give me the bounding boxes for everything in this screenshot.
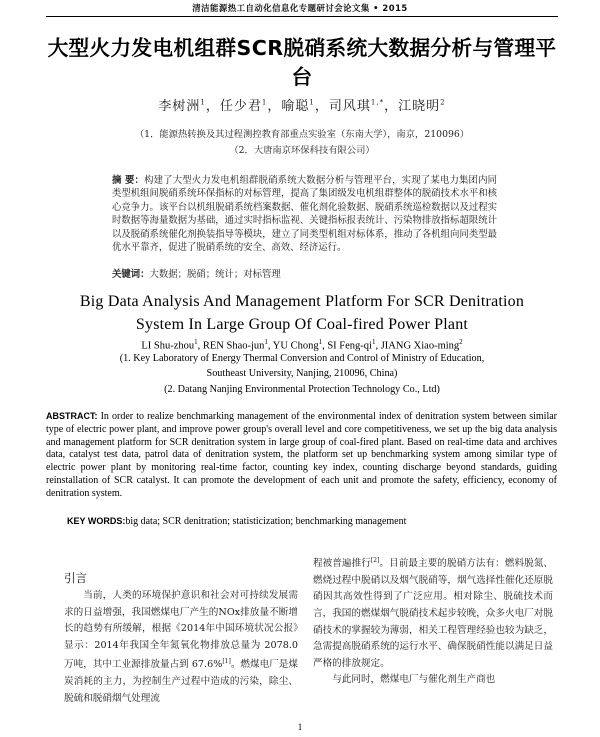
author-2-cn: 任少君 bbox=[219, 99, 262, 114]
section-heading-intro: 引言 bbox=[64, 571, 87, 585]
affiliation-cn-2: （2．大唐南京环保科技有限公司） bbox=[229, 145, 375, 156]
author-5-en-affil: 2 bbox=[459, 338, 463, 346]
body-column-left bbox=[64, 588, 298, 707]
author-4-en: SI Feng-qi bbox=[327, 340, 372, 352]
authors-cn bbox=[46, 95, 558, 114]
paper-title-en bbox=[46, 290, 558, 336]
paper-title-en-line-1: Big Data Analysis And Management Platform For SCR Denitration bbox=[79, 293, 525, 310]
author-2-en: REN Shao-jun bbox=[202, 340, 265, 352]
author-2-en-affil: 1 bbox=[264, 338, 268, 346]
author-sep: ， bbox=[267, 99, 282, 114]
body-paragraph bbox=[64, 588, 298, 707]
body-text: 当前，人类的环境保护意识和社会对可持续发展需求的日益增强，我国燃煤电厂产生的NOx排放量不断增长的趋势有所缓解，根据《2014年中国环境状况公报》显示：2014年我国全年氮氧化物排放总量为 2078.0 万吨，其中工业源排放量占到 67.6% bbox=[64, 590, 298, 671]
keywords-cn-label: 关键词： bbox=[112, 269, 150, 280]
body-paragraph bbox=[313, 553, 553, 672]
author-2-cn-affil: 1 bbox=[261, 98, 268, 107]
paper-title-en-line-2: System In Large Group Of Coal-fired Power Plant bbox=[135, 316, 469, 333]
author-4-en-affil: 1 bbox=[371, 338, 376, 346]
affiliation-en-2: Southeast University, Nanjing, 210096, China) bbox=[206, 368, 398, 379]
keywords-en-text: big data; SCR denitration; statisticization; benchmarking management bbox=[125, 516, 407, 527]
abstract-cn-label: 摘 要： bbox=[112, 175, 145, 186]
body-column-right bbox=[313, 553, 553, 689]
author-3-en: YU Chong bbox=[272, 340, 319, 352]
author-sep: , bbox=[267, 340, 273, 352]
author-5-cn-affil: 2 bbox=[440, 98, 446, 107]
author-5-en: JIANG Xiao-ming bbox=[380, 340, 460, 352]
affiliation-en-1: (1. Key Laboratory of Energy Thermal Conversion and Control of Ministry of Education, bbox=[119, 353, 485, 364]
header-rule bbox=[46, 16, 558, 17]
paper-title-cn: 大型火力发电机组群SCR脱硝系统大数据分析与管理平台 bbox=[47, 36, 557, 89]
affiliation-en-3: (2. Datang Nanjing Environmental Protection Technology Co., Ltd) bbox=[164, 384, 440, 395]
author-sep: , bbox=[375, 340, 381, 352]
author-1-cn: 李树洲 bbox=[158, 99, 201, 114]
author-sep: ， bbox=[384, 99, 399, 114]
keywords-cn bbox=[112, 266, 497, 280]
author-1-cn-affil: 1 bbox=[200, 98, 206, 107]
body-text: 。目前最主要的脱硝方法有：燃料脱氮、燃烧过程中脱硝以及烟气脱硝等，烟气选择性催化还原脱硝因其高效性得到了广泛应用。相对除尘、脱硫技术而言，我国的燃煤烟气脱硝技术起步较晚，众多火电厂对脱硝技术的掌握较为薄弱，相关工程管理经验也较为缺乏，急需提高脱硝系统的运行水平、确保脱硝性能以满足日益严格的排放规定。 bbox=[313, 558, 553, 669]
abstract-cn bbox=[112, 174, 497, 254]
author-sep: ， bbox=[314, 99, 329, 114]
author-1-en-affil: 1 bbox=[194, 338, 198, 346]
abstract-en bbox=[46, 410, 557, 501]
affiliation-cn-1: （1．能源热转换及其过程测控教育部重点实验室（东南大学），南京，210096） bbox=[134, 129, 470, 140]
abstract-en-label: ABSTRACT: bbox=[46, 411, 98, 421]
keywords-cn-text: 大数据；脱硝；统计；对标管理 bbox=[149, 269, 281, 280]
page-number: 1 bbox=[297, 722, 303, 732]
author-3-en-affil: 1 bbox=[318, 338, 323, 346]
keywords-en-label: KEY WORDS: bbox=[67, 516, 126, 526]
citation-ref[interactable]: [1] bbox=[222, 658, 231, 666]
author-sep: , bbox=[197, 340, 203, 352]
body-paragraph: 与此同时，燃煤电厂与催化剂生产商也 bbox=[332, 674, 496, 686]
citation-ref[interactable]: [2] bbox=[370, 557, 380, 564]
authors-en bbox=[46, 338, 558, 352]
running-header: 清洁能源热工自动化信息化专题研讨会论文集 • 2015 bbox=[192, 3, 408, 13]
author-4-cn: 司风琪 bbox=[328, 99, 371, 114]
author-sep: , bbox=[322, 340, 328, 352]
abstract-cn-text: 构建了大型火力发电机组群脱硝系统大数据分析与管理平台，实现了某电力集团内同类型机组间脱硝系统环保指标的对标管理，提高了集团级发电机组群整体的脱硝技术水平和核心竞争力。该平台以机组脱硝系统档案数据、催化剂化验数据、脱硝系统巡检数据以及过程实时数据等海量数据为基础，通过实时指标监视、关键指标报表统计、污染物排放指标超限统计以及脱硝系统催化剂换装指导等模块，建立了同类型机组对标体系，推动了各机组向同类型最优水平靠齐，促进了脱硝系统的安全、高效、经济运行。 bbox=[112, 175, 497, 254]
abstract-en-text: In order to realize benchmarking management of the environmental index of denitration system between similar type of electric power plant, and improve power group's overall level and core competitiveness, we set up the big data analysis and management platform for SCR denitration system in large group of coal-fired plant. Based on real-time data and archives data, catalyst test data, patrol data of denitration system, the platform set up benchmarking system among similar type of electric power plant by monitoring real-time factor, counting key index, counting discharge beyond standards, guiding reinstallation of SCR catalyst. It can promote the development of each unit and promote the safety, efficiency, economy of denitration system. bbox=[46, 411, 557, 499]
author-4-cn-affil: 1,* bbox=[370, 98, 385, 107]
body-text: 。燃煤电厂是煤炭消耗的主力，为控制生产过程中造成的污染，除尘、脱硫和脱硝烟气处理流 bbox=[64, 659, 298, 704]
author-sep: ， bbox=[205, 99, 220, 114]
author-3-cn: 喻聪 bbox=[281, 99, 310, 114]
author-3-cn-affil: 1 bbox=[309, 98, 315, 107]
author-5-cn: 江晓明 bbox=[398, 99, 441, 114]
keywords-en bbox=[67, 516, 557, 527]
body-text: 程被普遍推行 bbox=[313, 558, 371, 570]
author-1-en: LI Shu-zhou bbox=[141, 340, 195, 352]
